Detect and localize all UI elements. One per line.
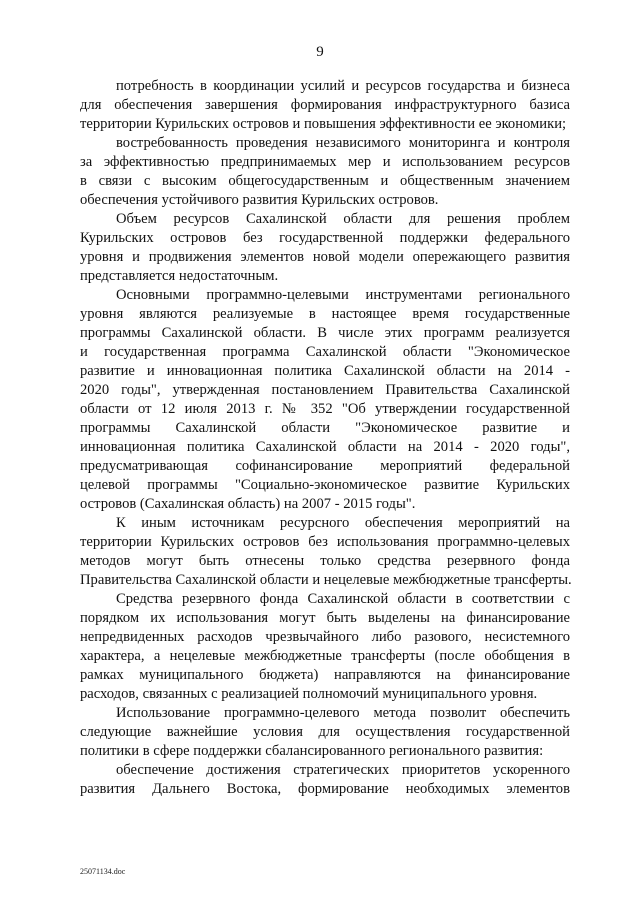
page-number: 9 — [316, 44, 324, 60]
text-line: непредвиденных расходов чрезвычайного либо разового, несистемного — [80, 629, 570, 645]
text-line: 2020 годы", утвержденная постановлением Правительства Сахалинской — [80, 382, 570, 398]
text-line: Курильских островов без государственной поддержки федерального — [80, 230, 570, 246]
text-line: порядком их использования могут быть выделены на финансирование — [80, 610, 570, 626]
text-line: потребность в координации усилий и ресурсов государства и бизнеса — [116, 78, 570, 94]
text-line: за эффективностью предпринимаемых мер и использованием ресурсов — [80, 154, 570, 170]
text-line: представляется недостаточным. — [80, 268, 279, 284]
text-line: программы Сахалинской области "Экономическое развитие и — [80, 420, 570, 436]
text-line: уровня и продвижения элементов новой модели опережающего развития — [80, 249, 570, 265]
text-line: политики в сфере поддержки сбалансированного регионального развития: — [80, 743, 544, 759]
text-line: уровня являются реализуемые в настоящее время государственные — [80, 306, 570, 322]
text-line: рамках муниципального бюджета) направляются на финансирование — [80, 667, 570, 683]
text-line: Средства резервного фонда Сахалинской области в соответствии с — [116, 591, 570, 607]
text-line: развития Дальнего Востока, формирование необходимых элементов — [80, 781, 570, 797]
text-line: программы Сахалинской области. В числе этих программ реализуется — [80, 325, 570, 341]
file-reference: 25071134.doc — [80, 867, 126, 876]
text-line: востребованность проведения независимого мониторинга и контроля — [116, 135, 570, 151]
text-line: области от 12 июля 2013 г. № 352 "Об утверждении государственной — [80, 401, 570, 417]
text-line: следующие важнейшие условия для осуществления государственной — [80, 724, 570, 740]
text-line: развитие и инновационная политика Сахалинской области на 2014 - — [80, 363, 570, 379]
text-line: целевой программы "Социально-экономическое развитие Курильских — [80, 477, 570, 493]
text-line: Объем ресурсов Сахалинской области для решения проблем — [116, 211, 570, 227]
text-line: характера, а нецелевые межбюджетные трансферты (после обобщения в — [80, 648, 570, 664]
text-line: обеспечение достижения стратегических приоритетов ускоренного — [116, 762, 570, 778]
text-line: Правительства Сахалинской области и нецелевые межбюджетные трансферты. — [80, 572, 572, 588]
text-line: расходов, связанных с реализацией полномочий муниципального уровня. — [80, 686, 538, 702]
text-line: Использование программно-целевого метода позволит обеспечить — [116, 705, 570, 721]
text-line: территории Курильских островов и повышения эффективности ее экономики; — [80, 116, 567, 132]
body-text — [80, 77, 570, 799]
text-line: территории Курильских островов без использования программно-целевых — [80, 534, 570, 550]
text-line: инновационная политика Сахалинской области на 2014 - 2020 годы", — [80, 439, 570, 455]
text-line: Основными программно-целевыми инструментами регионального — [116, 287, 570, 303]
text-line: в связи с высоким общегосударственным и общественным значением — [80, 173, 570, 189]
text-line: К иным источникам ресурсного обеспечения мероприятий на — [116, 515, 570, 531]
text-line: островов (Сахалинская область) на 2007 - 2015 годы". — [80, 496, 416, 512]
text-line: предусматривающая софинансирование мероприятий федеральной — [80, 458, 570, 474]
text-line: обеспечения устойчивого развития Курильских островов. — [80, 192, 439, 208]
text-line: для обеспечения завершения формирования инфраструктурного базиса — [80, 97, 570, 113]
text-line: и государственная программа Сахалинской области "Экономическое — [80, 344, 570, 360]
text-line: методов могут быть отнесены только средства резервного фонда — [80, 553, 570, 569]
